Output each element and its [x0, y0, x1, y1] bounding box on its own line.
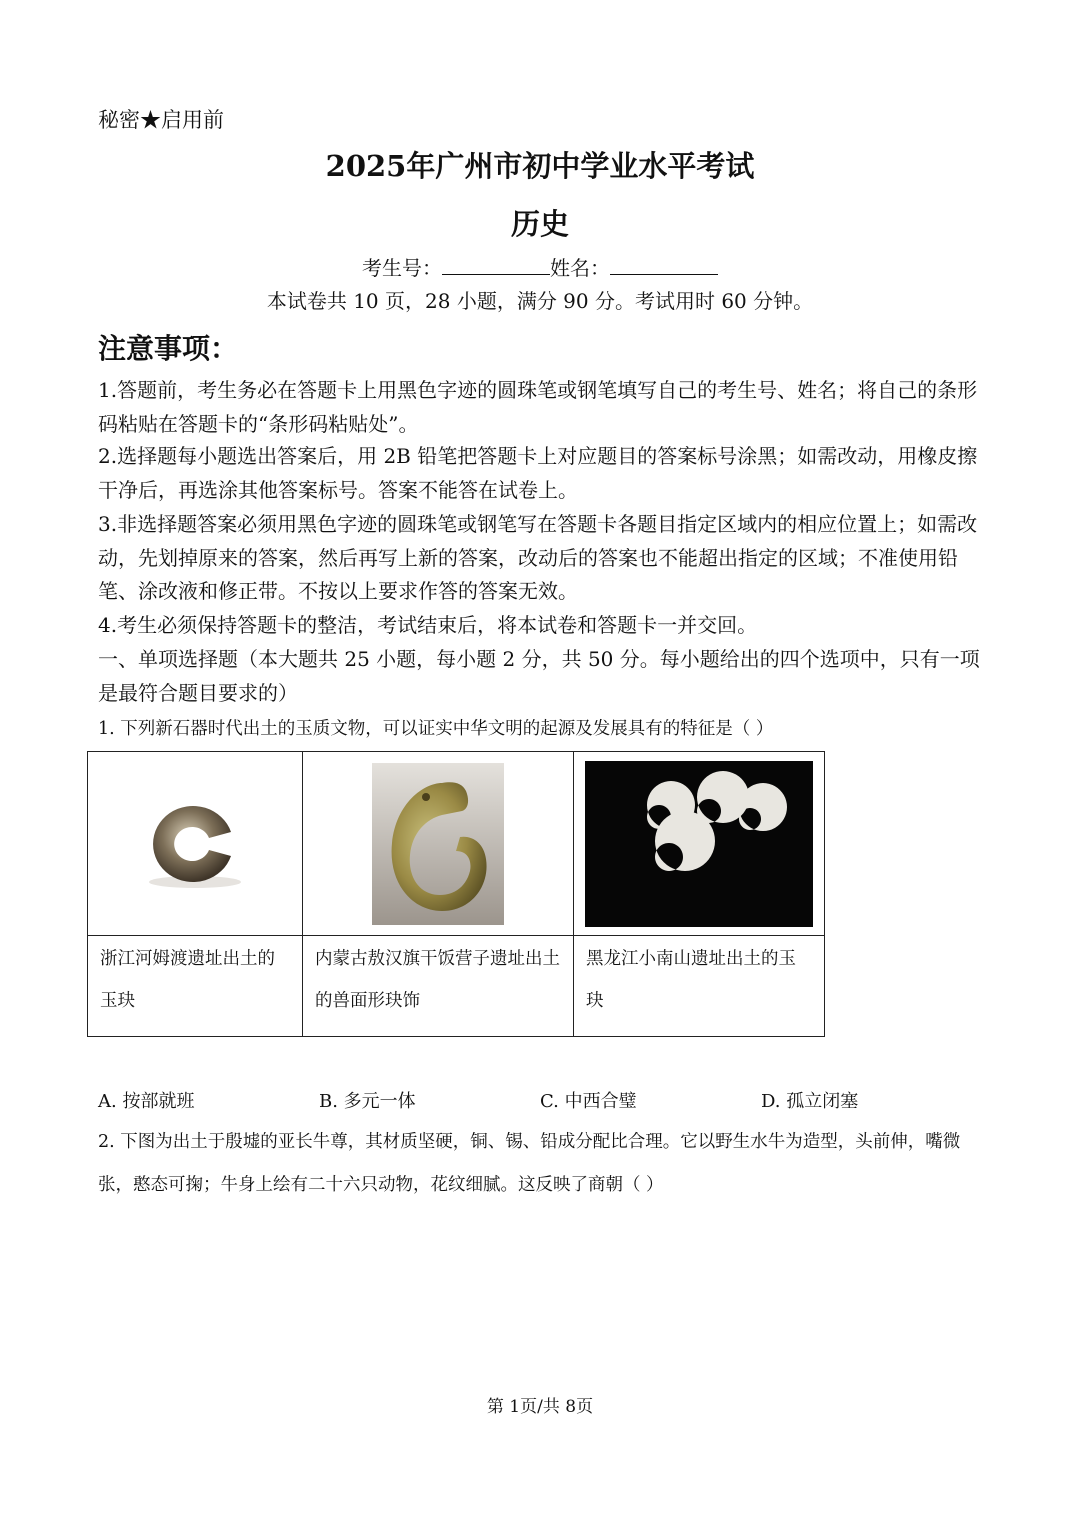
candidate-name-label: 姓名： — [550, 256, 610, 280]
confidential-mark: 秘密★启用前 — [98, 108, 224, 132]
artifact-table — [87, 751, 825, 1037]
candidate-name-blank[interactable] — [610, 256, 718, 275]
page-number: 第 1页/共 8页 — [486, 1397, 594, 1417]
notice-item-2: 2.选择题每小题选出答案后，用 2B 铅笔把答题卡上对应题目的答案标号涂黑；如需改动，用橡皮擦干净后，再选涂其他答案标号。答案不能答在试卷上。 — [98, 444, 978, 502]
notice-item-1: 1.答题前，考生务必在答题卡上用黑色字迹的圆珠笔或钢笔填写自己的考生号、姓名；将自己的条形码粘贴在答题卡的“条形码粘贴处”。 — [98, 378, 978, 436]
option-b[interactable]: B. 多元一体 — [319, 1091, 416, 1112]
candidate-id-blank[interactable] — [442, 256, 550, 275]
notice-item-4: 4.考生必须保持答题卡的整洁，考试结束后，将本试卷和答题卡一并交回。 — [98, 613, 758, 637]
candidate-id-label: 考生号： — [362, 256, 442, 280]
notice-heading: 注意事项： — [98, 332, 239, 365]
artifact-image-cell-3 — [574, 752, 825, 936]
question-1-stem: 1. 下列新石器时代出土的玉质文物，可以证实中华文明的起源及发展具有的特征是（ ） — [98, 719, 774, 739]
artifact-caption-2: 内蒙古敖汉旗干饭营子遗址出土的兽面形玦饰 — [315, 949, 560, 1011]
artifact-caption-1: 浙江河姆渡遗址出土的玉玦 — [100, 949, 275, 1011]
exam-info: 本试卷共 10 页，28 小题，满分 90 分。考试用时 60 分钟。 — [266, 289, 814, 313]
subject-title: 历史 — [510, 207, 569, 241]
artifact-caption-3: 黑龙江小南山遗址出土的玉玦 — [586, 949, 796, 1011]
notice-item-3: 3.非选择题答案必须用黑色字迹的圆珠笔或钢笔写在答题卡各题目指定区域内的相应位置上；如需改动，先划掉原来的答案，然后再写上新的答案，改动后的答案也不能超出指定的区域；不准使用铅笔、涂改液和修正带。不按以上要求作答的答案无效。 — [98, 512, 978, 603]
option-c[interactable]: C. 中西合璧 — [540, 1091, 637, 1112]
exam-title: 2025年广州市初中学业水平考试 — [325, 149, 755, 183]
artifact-image-cell-1 — [88, 752, 303, 936]
beast-face-jade-image — [372, 763, 504, 925]
jade-jue-xiaonanshan-image — [585, 761, 813, 927]
candidate-info-line — [0, 252, 1080, 281]
section-heading: 一、单项选择题（本大题共 25 小题，每小题 2 分，共 50 分。每小题给出的四个选项中，只有一项是最符合题目要求的） — [98, 647, 980, 705]
artifact-image-cell-2 — [303, 752, 574, 936]
option-a[interactable]: A. 按部就班 — [98, 1091, 195, 1112]
option-d[interactable]: D. 孤立闭塞 — [761, 1091, 859, 1112]
jade-jue-hemudu-image — [135, 794, 255, 894]
question-2-stem: 2. 下图为出土于殷墟的亚长牛尊，其材质坚硬，铜、锡、铅成分配比合理。它以野生水牛为造型，头前伸，嘴微张，憨态可掬；牛身上绘有二十六只动物，花纹细腻。这反映了商朝（ ） — [98, 1132, 961, 1195]
